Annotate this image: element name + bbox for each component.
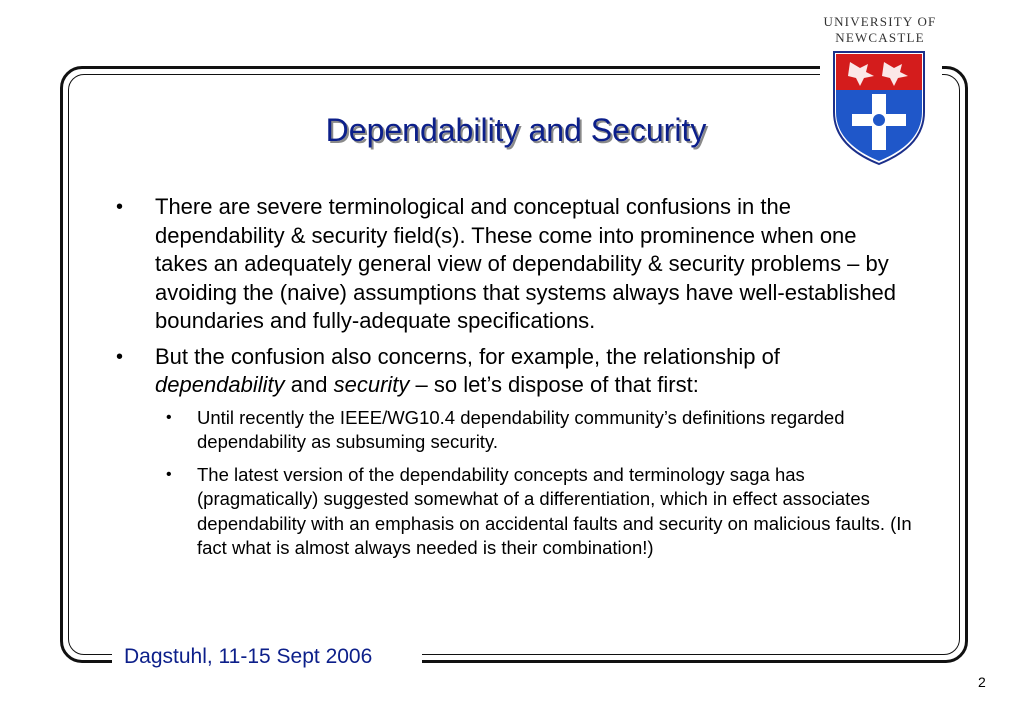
bullet-text-2 [155, 344, 780, 398]
bullet-text-2-part1: But the confusion also concerns, for example, the relationship of [155, 343, 780, 369]
university-name [810, 14, 950, 46]
bullet-item-1 [110, 193, 910, 336]
crest-svg [820, 46, 942, 168]
sub-bullet-marker: • [166, 408, 172, 426]
sub-bullet-item-1 [155, 406, 917, 455]
bullet-text-1: There are severe terminological and conceptual confusions in the dependability & security field(s). These come into prominence when one takes an adequately general view of dependability & security problems – by avoiding the (naive) assumptions that systems always have well-established boundaries and fully-adequate specifications. [155, 194, 897, 333]
bullet-item-2 [110, 343, 910, 561]
sub-bullet-item-2 [155, 463, 917, 561]
slide-title: Dependability and Security [325, 112, 707, 148]
sub-bullet-marker: • [166, 465, 172, 483]
university-name-line2: NEWCASTLE [835, 30, 925, 45]
footer-event: Dagstuhl, 11-15 Sept 2006 [124, 645, 373, 668]
slide-content [110, 193, 910, 569]
bullet-list [110, 193, 910, 561]
bullet-marker: • [116, 345, 124, 368]
bullet-text-2-part3: – so let’s dispose of that first: [409, 372, 699, 397]
bullet-text-2-part2: and [284, 372, 334, 397]
page-number: 2 [978, 674, 986, 690]
sub-bullet-list [155, 406, 910, 561]
bullet-text-2-security: security [333, 372, 410, 397]
bullet-marker: • [116, 196, 124, 218]
sub-bullet-text-1: Until recently the IEEE/WG10.4 dependability community’s definitions regarded dependability as subsuming security. [197, 406, 845, 452]
sub-bullet-text-2: The latest version of the dependability concepts and terminology saga has (pragmatically) suggested somewhat of a differentiation, which in effect associates dependability with an emphasis on accidental faults and security on malicious faults. (In fact what is almost always needed is their combination!) [197, 463, 912, 558]
university-crest-icon [820, 46, 942, 168]
bullet-text-2-dependability: dependability [155, 372, 285, 397]
university-name-line1: UNIVERSITY OF [823, 14, 937, 29]
